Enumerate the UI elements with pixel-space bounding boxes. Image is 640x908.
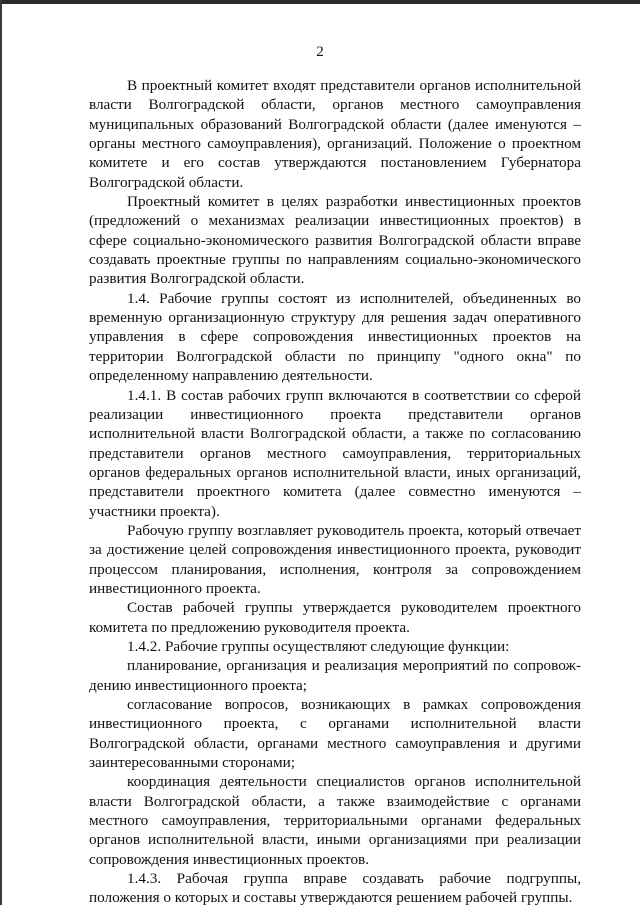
page-left-edge xyxy=(0,0,2,905)
paragraph: В проектный комитет входят представители органов исполнительной власти Волгоградской области, органов местного самоуправления муниципальных образований Волгоградской области (далее именуются – органы местного самоуправления), организаций. Положение о проектном комитете и его состав утверждаются постановлением Губернатора Волгоградской области. xyxy=(89,77,581,191)
paragraph: 1.4. Рабочие группы состоят из исполнителей, объединенных во временную организационную структуру для решения задач оперативного управления в сфере сопровождения инвестиционных проектов на территории Волгоградской области по принципу "одного окна" по определенному направлению деятельности. xyxy=(89,289,581,385)
paragraph: Рабочую группу возглавляет руководитель проекта, который отвечает за достижение целей сопровождения инвестиционного проекта, руководит процессом планирования, исполнения, контроля за сопровождением инвестиционного проекта. xyxy=(89,521,581,597)
paragraph: Проектный комитет в целях разработки инвестиционных проектов (предложений о механизмах реализации инвестиционных проектов) в сфере социально-экономического развития Волгоградской области вправе создавать проектные группы по направлениям социально-экономического развития Волгоградской области. xyxy=(89,193,581,288)
document-body xyxy=(89,76,581,908)
paragraph: планирование, организация и реализация мероприятий по сопровождению инвестиционного проекта; xyxy=(89,657,581,694)
paragraph: Состав рабочей группы утверждается руководителем проектного комитета по предложению руководителя проекта. xyxy=(89,599,581,636)
paragraph: координация деятельности специалистов органов исполнительной власти Волгоградской области, а также взаимодействие с органами местного самоуправления, территориальными органами федеральных органов исполнительной власти, иными организациями при реализации сопровождения инвестиционных проектов. xyxy=(89,773,581,868)
paragraph: согласование вопросов, возникающих в рамках сопровождения инвестиционного проекта, с органами исполнительной власти Волгоградской области, органами местного самоуправления и другими заинтересованными сторонами; xyxy=(89,696,581,772)
paragraph: 1.4.2. Рабочие группы осуществляют следующие функции: xyxy=(127,637,510,655)
paragraph: 1.4.3. Рабочая группа вправе создавать рабочие подгруппы, положения о которых и составы утверждаются решением рабочей группы. xyxy=(89,870,581,907)
paragraph: 1.4.1. В состав рабочих групп включаются в соответствии со сферой реализации инвестиционного проекта представители органов исполнительной власти Волгоградской области, а также по согласованию представители органов местного самоуправления, территориальных органов федеральных органов исполнительной власти, иных организаций, представители проектного комитета (далее совместно именуются – участники проекта). xyxy=(89,386,581,520)
page-number: 2 xyxy=(316,44,324,60)
page-top-edge xyxy=(0,0,640,4)
